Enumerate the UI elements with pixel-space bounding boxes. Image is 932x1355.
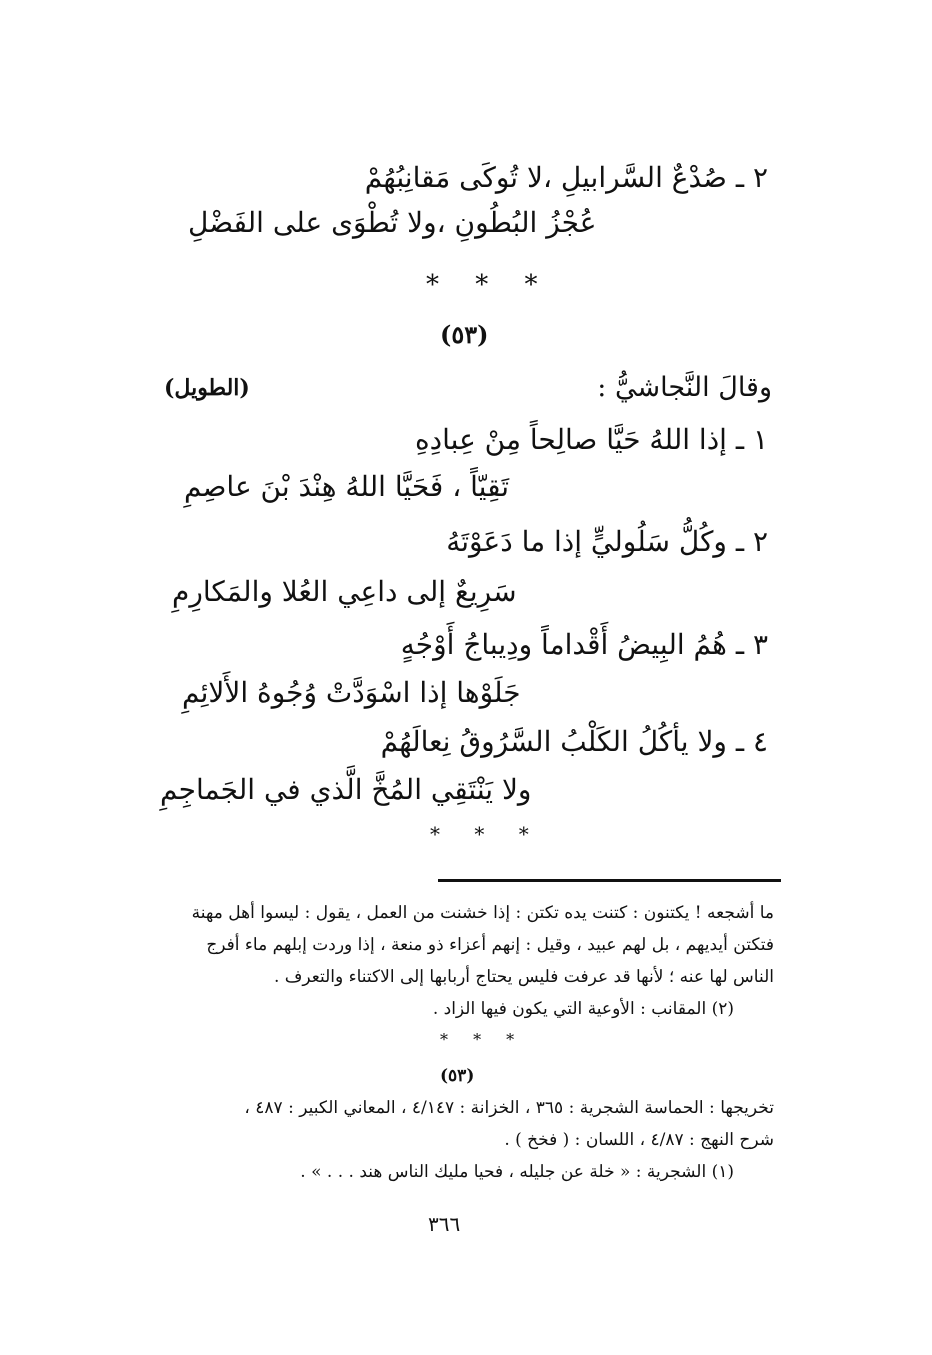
footnote-rule (438, 879, 781, 882)
footnote-separator: * * * (440, 1030, 525, 1049)
footnote-prev-line-3: الناس لها عنه ؛ لأنها قد عرفت فليس يحتاج أربابها إلى الاكتناء والتعرف . (273, 967, 774, 987)
footnote-takhrij-line-1: تخريجها : الحماسة الشجرية : ٣٦٥ ، الخزانة : ٤/١٤٧ ، المعاني الكبير : ٤٨٧ ، (244, 1098, 774, 1118)
verse-4-first-hemistich: ٤ ـ ولا يأكُلُ الكَلْبُ السَّرُوقُ نِعالَهُمْ (380, 725, 768, 758)
verse-2-second-hemistich: سَرِيعٌ إلى داعِي العُلا والمَكارِمِ (172, 575, 517, 608)
verse-4-second-hemistich: ولا يَنْتَقِي المُخَّ الَّذي في الجَماجِمِ (160, 773, 532, 806)
verse-3-second-hemistich: جَلَوْها إذا اسْوَدَّتْ وُجُوهُ الأَلائِمِ (182, 676, 521, 709)
prev-verse-2-second-hemistich: عُجْزُ البُطُونِ ،ولا تُطْوَى على الفَضْلِ (188, 206, 597, 239)
prev-verse-2-first-hemistich: ٢ ـ صُدْعٌ السَّرابيلِ ،لا تُوكَى مَقانِبُهُمْ (364, 161, 768, 194)
poem-number: (٥٣) (440, 320, 489, 349)
verse-1-second-hemistich: تَقِيّاً ، فَحَيَّا اللهُ هِنْدَ بْنَ عاصِمِ (184, 470, 510, 503)
page-number: ٣٦٦ (428, 1212, 461, 1236)
verse-1-first-hemistich: ١ ـ إذا اللهُ حَيَّا صالِحاً مِنْ عِبادِهِ (414, 423, 768, 456)
section-separator: * * * (426, 270, 552, 300)
footnote-note-1: (١) الشجرية : « خلة عن جليله ، فحيا مليك الناس هند . . . » . (300, 1162, 734, 1182)
verse-3-first-hemistich: ٣ ـ هُمُ البِيضُ أَقْداماً ودِيباجُ أَوْجُهٍ (400, 628, 768, 661)
poem-meter: (الطويل) (164, 375, 250, 401)
poem-end-separator: * * * (430, 822, 543, 846)
poem-intro: وقالَ النَّجاشيُّ : (597, 372, 772, 403)
footnote-takhrij-line-2: شرح النهج : ٤/٨٧ ، اللسان : ( فخخ ) . (504, 1130, 774, 1150)
footnote-prev-line-2: فتكتن أيديهم ، بل لهم عبيد ، وقيل : إنهم أعزاء ذو منعة ، إذا وردت إبلهم ماء أفرج (206, 935, 774, 955)
footnote-poem-number: (٥٣) (440, 1066, 475, 1086)
footnote-prev-line-1: ما أشجعه ! يكتنون : كتنت يده تكتن : إذا خشنت من العمل ، يقول : ليسوا أهل مهنة (191, 903, 774, 923)
verse-2-first-hemistich: ٢ ـ وكُلُّ سَلُوليٍّ إذا ما دَعَوْتَهُ (446, 525, 768, 558)
footnote-prev-note-2: (٢) المقانب : الأوعية التي يكون فيها الزاد . (432, 999, 734, 1019)
